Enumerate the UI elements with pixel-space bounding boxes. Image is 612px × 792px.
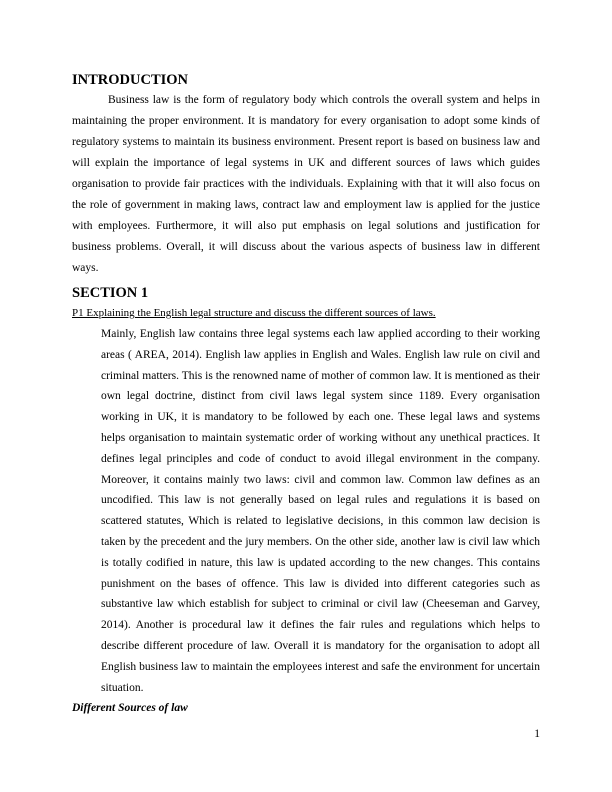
introduction-heading: INTRODUCTION <box>72 72 189 88</box>
section-1-paragraph: Mainly, English law contains three legal systems each law applied according to their working areas ( AREA, 2014). English law applies in English and Wales. English law rule on civil and criminal matters. This is the renowned name of mother of common law. It is mentioned as their own legal doctrine, distinct from civil laws legal system since 1189. Every organisation working in UK, it is mandatory to be followed by each one. These legal laws and systems helps organisation to maintain systematic order of working without any unethical practices. It defines legal principles and code of conduct to avoid illegal environment in the company. Moreover, it contains mainly two laws: civil and common law. Common law defines as an uncodified. This law is not generally based on legal rules and regulations it is based on scattered statutes, Which is related to legislative decisions, in this common law decision is taken by the precedent and the jury members. On the other side, another law is civil law which is totally codified in nature, this law is updated according to the new changes. This contains punishment on the bases of offence. This law is divided into different categories such as substantive law which establish for subject to criminal or civil law (Cheeseman and Garvey, 2014). Another is procedural law it defines the fair rules and regulations which helps to describe different procedure of law. Overall it is mandatory for the organisation to adopt all English business law to maintain the employees interest and safe the environment for uncertain situation. <box>101 328 540 694</box>
introduction-paragraph: Business law is the form of regulatory body which controls the overall system and helps in maintaining the proper environment. It is mandatory for every organisation to adopt some kinds of regulatory systems to maintain its business environment. Present report is based on business law and will explain the importance of legal systems in UK and different sources of laws which guides organisation to provide fair practices with the individuals. Explaining with that it will also focus on the role of government in making laws, contract law and employment law is applied for the justice with employees. Furthermore, it will also put emphasis on legal solutions and justification for business problems. Overall, it will discuss about the various aspects of business law in different ways. <box>72 94 540 274</box>
different-sources-subheading: Different Sources of law <box>72 702 188 715</box>
section-1-heading: SECTION 1 <box>72 285 149 301</box>
page-number: 1 <box>534 728 540 740</box>
page-content <box>72 70 540 719</box>
p1-title: P1 Explaining the English legal structure and discuss the different sources of laws. <box>72 307 436 319</box>
